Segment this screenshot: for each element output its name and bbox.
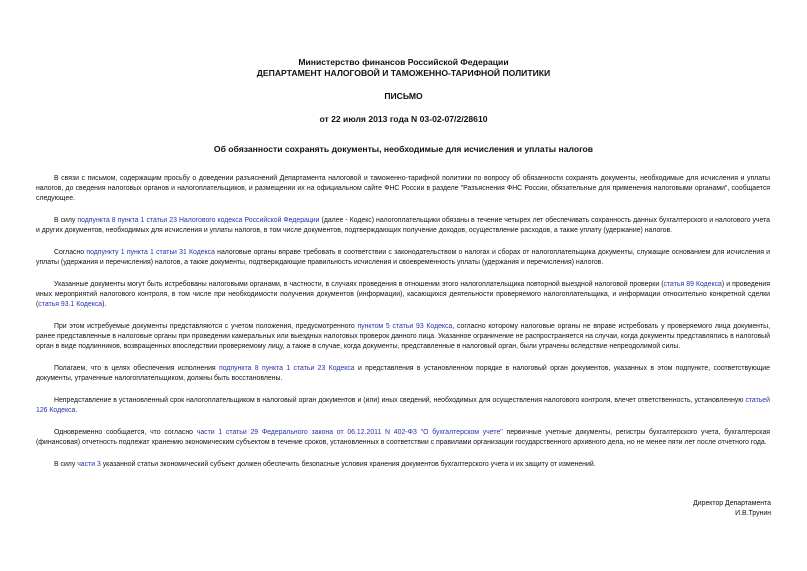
link-art89[interactable]: статья 89 Кодекса	[663, 280, 722, 288]
paragraph-5: При этом истребуемые документы представляются с учетом положения, предусмотренного пунктом 5 статьи 93 Кодекса, согласно которому налоговые органы не вправе истребовать у проверяемого лица документы, ранее представленные в налоговые органы при проведении камеральных или выездных налоговых проверок данного лица. Указанное ограничение не распространяется на случаи, когда документы представлялись в налоговый орган в виде подлинников, возвращенных впоследствии проверяемому лицу, а также в случае, когда документы, представленные в налоговый орган, были утрачены вследствие непреодолимой силы.	[36, 323, 770, 351]
signature-block	[693, 499, 771, 519]
letter-header	[0, 57, 807, 125]
paragraph-1: В связи с письмом, содержащим просьбу о доведении разъяснений Департамента налоговой и таможенно-тарифной политики по вопросу об обязанности сохранять документы, необходимые для исчисления и уплаты налогов, до сведения налоговых органов и налогоплательщиков, и размещении их на официальном сайте ФНС России в разделе "Разъяснения ФНС России, обязательные для применения налоговыми органами", сообщается следующее.	[36, 175, 770, 203]
link-402-fz[interactable]: части 1 статьи 29 Федерального закона от 06.12.2011 N 402-ФЗ "О бухгалтерском учете"	[196, 428, 503, 436]
department-name: ДЕПАРТАМЕНТ НАЛОГОВОЙ И ТАМОЖЕННО-ТАРИФНОЙ ПОЛИТИКИ	[256, 68, 551, 78]
letter-subject: Об обязанности сохранять документы, необходимые для исчисления и уплаты налогов	[213, 144, 594, 154]
paragraph-9: В силу части 3 указанной статьи экономический субъект должен обеспечить безопасные условия хранения документов бухгалтерского учета и их защиту от изменений.	[54, 460, 596, 468]
link-art23-code[interactable]: подпункта 8 пункта 1 статьи 23 Кодекса	[219, 365, 355, 373]
link-part3[interactable]: части 3	[77, 460, 101, 468]
paragraph-8: Одновременно сообщается, что согласно части 1 статьи 29 Федерального закона от 06.12.2011 N 402-ФЗ "О бухгалтерском учете" первичные учетные документы, регистры бухгалтерского учета, бухгалтерская (финансовая) отчетность подлежат хранению экономическим субъектом в течение сроков, установленных в соответствии с правилами организации государственного архивного дела, но не менее пяти лет после отчетного года.	[36, 428, 771, 447]
link-art126[interactable]: статьей 126 Кодекса	[36, 397, 770, 415]
paragraph-6: Полагаем, что в целях обеспечения исполнения подпункта 8 пункта 1 статьи 23 Кодекса и представления в установленном порядке в налоговый орган документов, указанных в этом подпункте, соответствующие документы, утраченные налогоплательщиком, должны быть восстановлены.	[36, 365, 770, 383]
document-date-number: от 22 июля 2013 года N 03-02-07/2/28610	[319, 114, 488, 124]
paragraph-4: Указанные документы могут быть истребованы налоговыми органами, в частности, в случаях проведения в отношении этого налогоплательщика повторной выездной налоговой проверки (статья 89 Кодекса) и проведения иных мероприятий налогового контроля, в том числе при необходимости получения документов (информации), касающихся деятельности проверяемого налогоплательщика, и информации относительно конкретной сделки (статья 93.1 Кодекса).	[36, 280, 771, 309]
link-art31[interactable]: подпункту 1 пункта 1 статьи 31 Кодекса	[86, 249, 215, 257]
paragraph-3: Согласно подпункту 1 пункта 1 статьи 31 Кодекса налоговые органы вправе требовать в соответствии с законодательством о налогах и сборах от налогоплательщика документы, служащие основанием для исчисления и уплаты (удержания и перечисления) налогов, а также документы, подтверждающие правильность исчисления и своевременность уплаты (удержания и перечисления) налогов.	[36, 249, 771, 267]
letter-body	[36, 174, 770, 482]
ministry-name: Министерство финансов Российской Федерации	[298, 57, 509, 67]
signatory-name: И.В.Трунин	[735, 510, 771, 518]
paragraph-7: Непредставление в установленный срок налогоплательщиком в налоговый орган документов и (или) иных сведений, необходимых для осуществления налогового контроля, влечет ответственность, установленную статьей 126 Кодекса.	[36, 397, 770, 415]
link-art93-1[interactable]: статья 93.1 Кодекса	[38, 301, 103, 309]
link-art93[interactable]: пунктом 5 статьи 93 Кодекса	[357, 323, 453, 331]
link-nk-art23[interactable]: подпункта 8 пункта 1 статьи 23 Налогового кодекса Российской Федерации	[77, 217, 320, 225]
document-type: ПИСЬМО	[384, 91, 423, 101]
paragraph-2: В силу подпункта 8 пункта 1 статьи 23 Налогового кодекса Российской Федерации (далее - Кодекс) налогоплательщики обязаны в течение четырех лет обеспечивать сохранность данных бухгалтерского и налогового учета и других документов, необходимых для исчисления и уплаты налогов, в том числе документов, подтверждающих получение доходов, осуществление расходов, а также уплату (удержание) налогов.	[36, 217, 771, 235]
signatory-title: Директор Департамента	[693, 500, 771, 507]
